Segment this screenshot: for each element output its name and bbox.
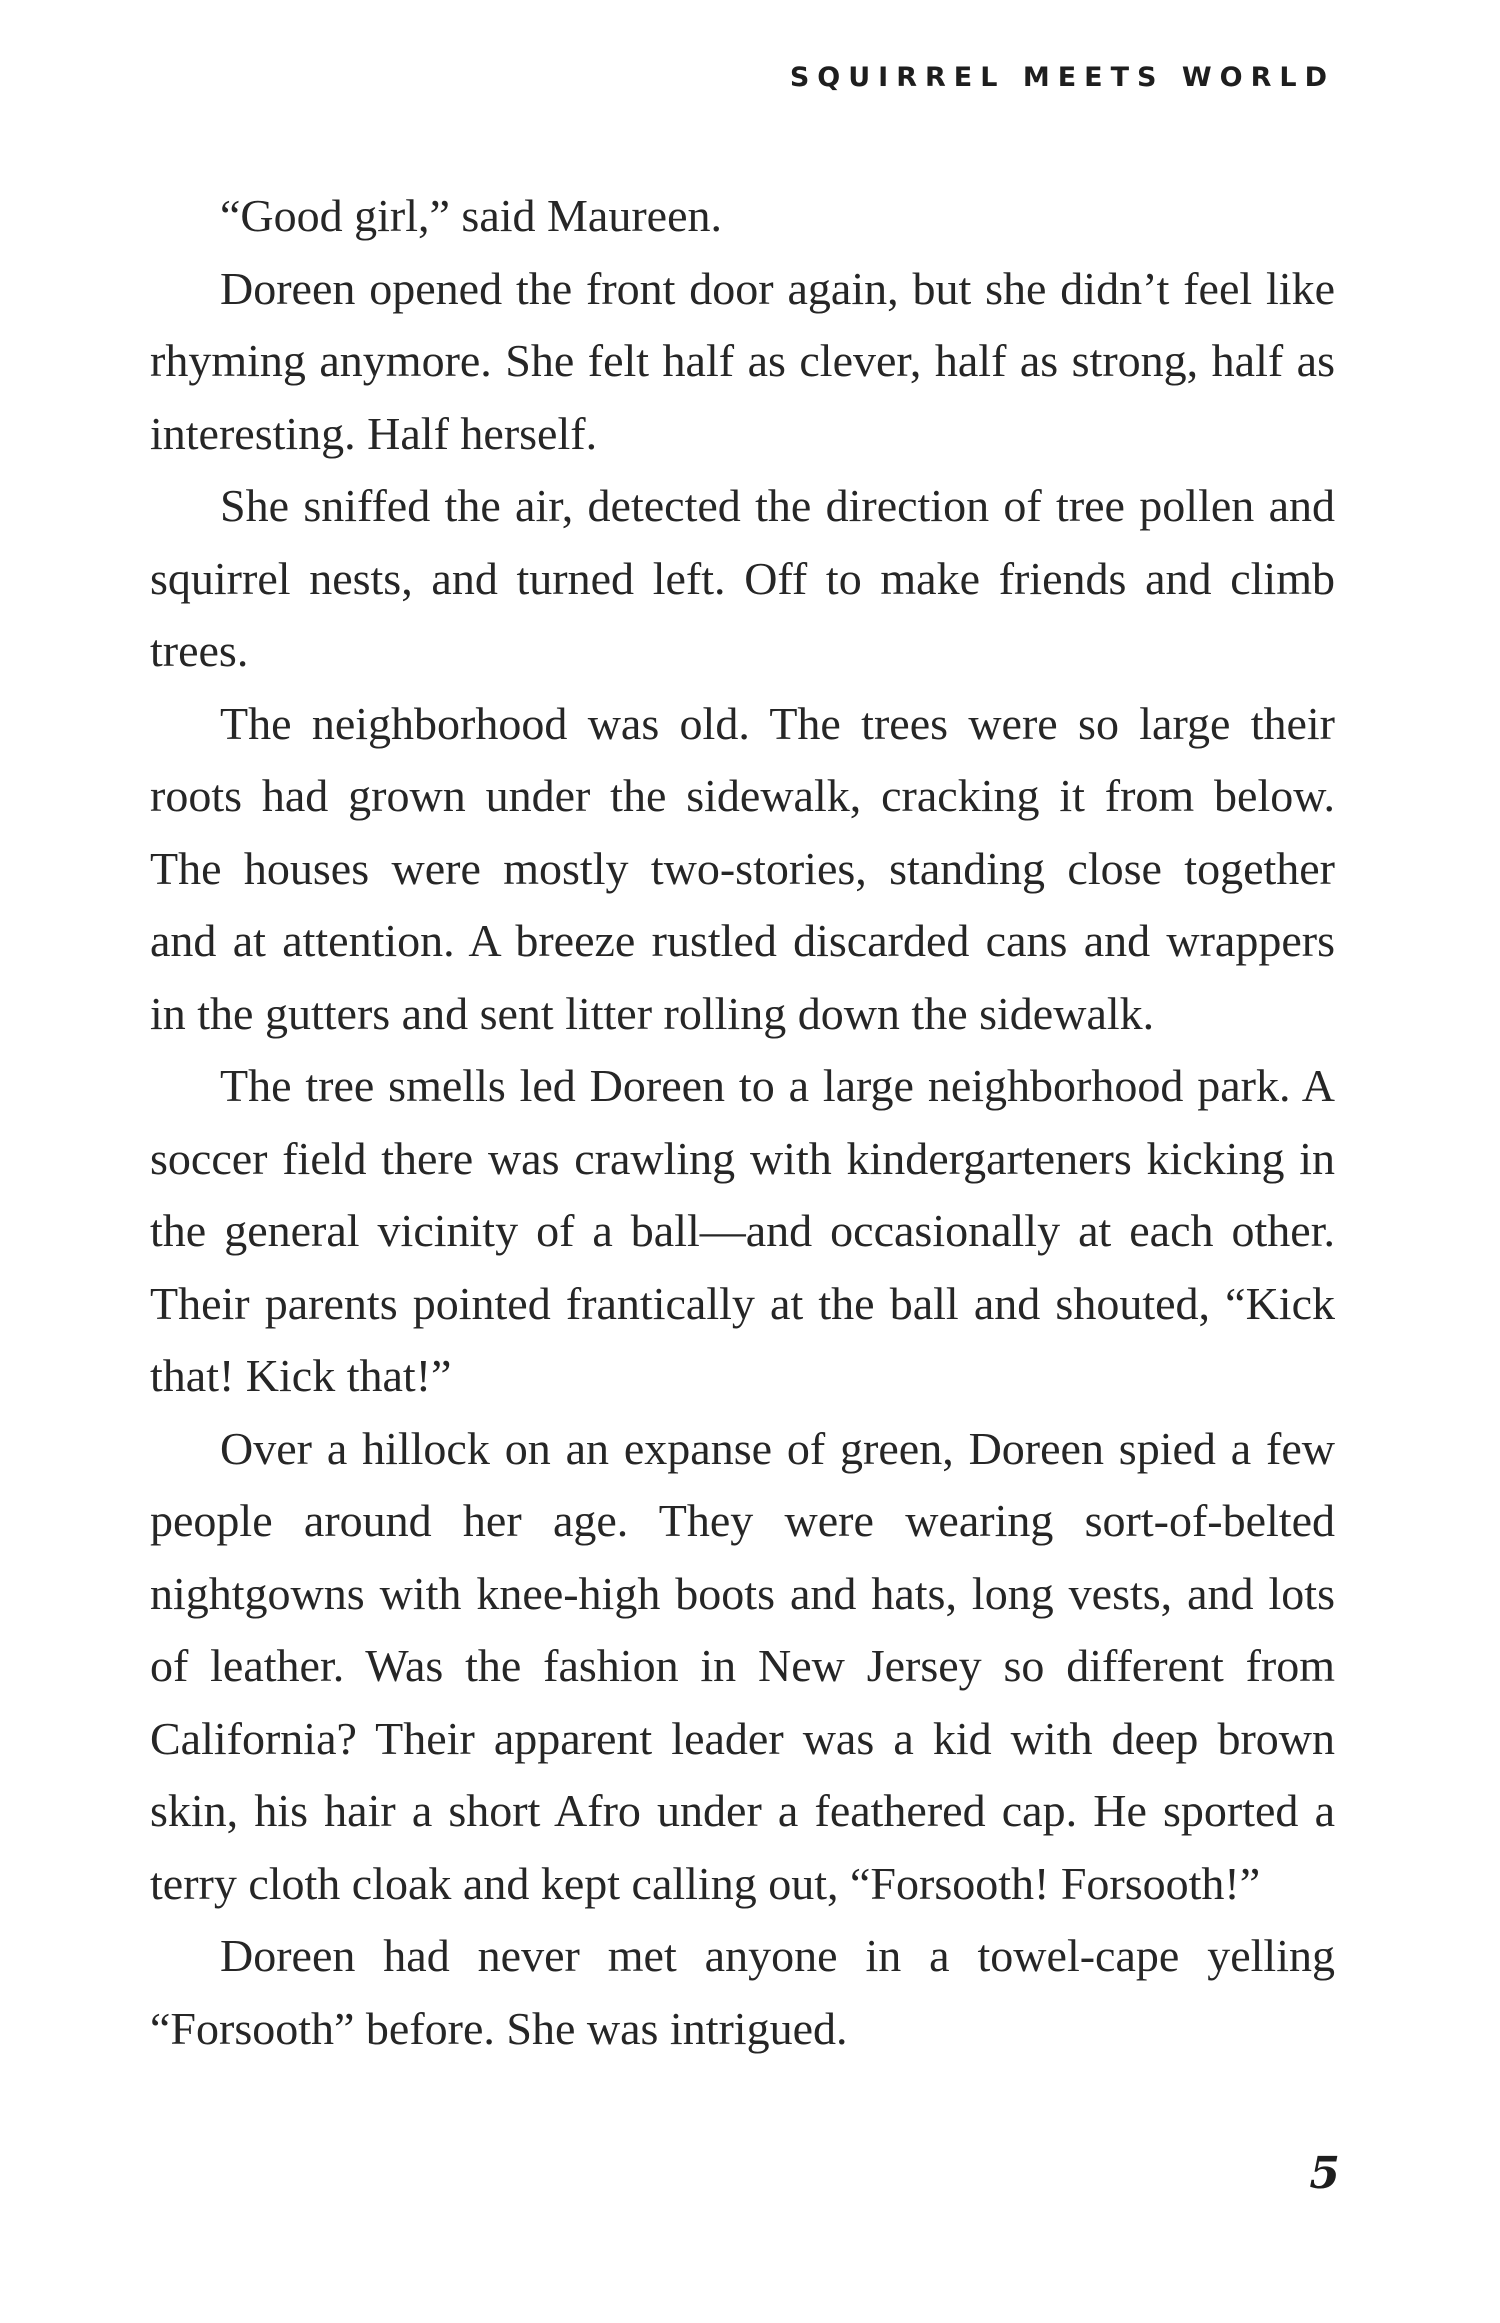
paragraph: She sniffed the air, detected the direction of tree pollen and squirrel nests, and turned left. Off to make friends and climb trees.: [150, 480, 1335, 676]
page-number: 5: [1309, 2148, 1340, 2199]
paragraph: “Good girl,” said Maureen.: [220, 190, 723, 241]
paragraph: The neighborhood was old. The trees were so large their roots had grown under the sidewalk, cracking it from below. The houses were mostly two-stories, standing close together and at attention. A breeze rustled discarded cans and wrappers in the gutters and sent litter rolling down the sidewalk.: [150, 697, 1335, 1039]
paragraph: Doreen had never met anyone in a towel-cape yelling “Forsooth” before. She was intrigued.: [150, 1930, 1335, 2054]
paragraph: Over a hillock on an expanse of green, Doreen spied a few people around her age. They were wearing sort-of-belted nightgowns with knee-high boots and hats, long vests, and lots of leather. Was the fashion in New Jersey so different from California? Their apparent leader was a kid with deep brown skin, his hair a short Afro under a feathered cap. He sported a terry cloth cloak and kept calling out, “Forsooth! Forsooth!”: [150, 1422, 1335, 1909]
paragraph: Doreen opened the front door again, but she didn’t feel like rhyming anymore. She felt half as clever, half as strong, half as interesting. Half herself.: [150, 262, 1335, 459]
body-text: [150, 180, 1335, 2065]
paragraph: The tree smells led Doreen to a large neighborhood park. A soccer field there was crawling with kindergarteners kicking in the general vicinity of a ball—and occasionally at each other. Their parents pointed frantically at the ball and shouted, “Kick that! Kick that!”: [150, 1060, 1335, 1401]
running-head: SQUIRREL MEETS WORLD: [789, 62, 1335, 93]
